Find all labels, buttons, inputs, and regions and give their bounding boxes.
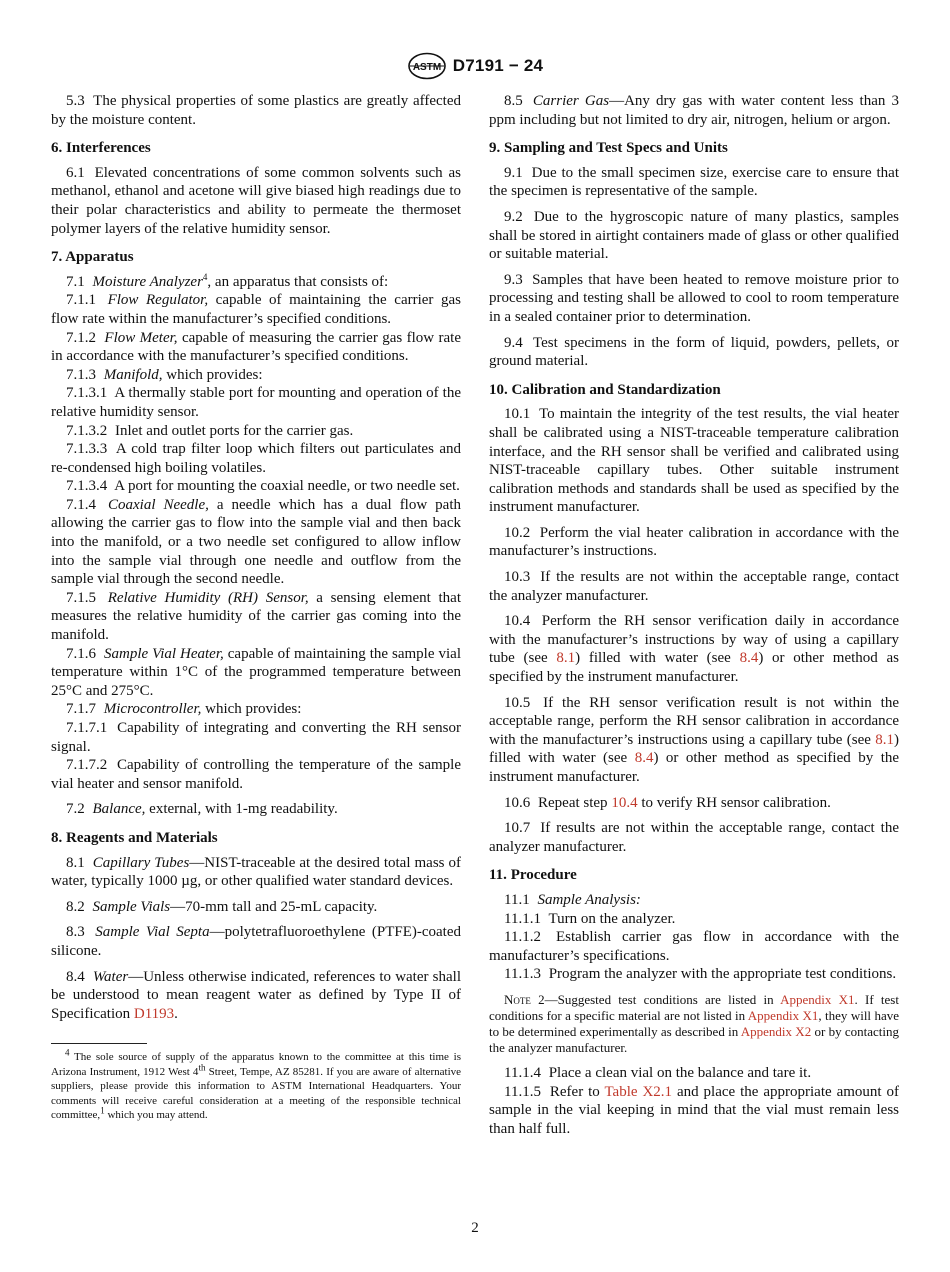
paragraph-10-4: 10.4 Perform the RH sensor verification daily in accordance with the manufacturer’s instructions by way of using a capillary tube (see 8.1) filled with water (see 8.4) or other method as specified by the instrument manufacturer. xyxy=(489,613,899,686)
paragraph-7-1-1: 7.1.1 Flow Regulator, capable of maintaining the carrier gas flow rate within the manufacturer’s specified conditions. xyxy=(51,292,461,327)
paragraph-7-1-3-1: 7.1.3.1 A thermally stable port for mounting and operation of the relative humidity sensor. xyxy=(51,385,461,420)
left-column xyxy=(51,92,461,1123)
section-heading-7: 7. Apparatus xyxy=(51,249,134,266)
paragraph-7-1-7-2: 7.1.7.2 Capability of controlling the temperature of the sample vial heater and sensor manifold. xyxy=(51,757,461,792)
link-8-1[interactable]: 8.1 xyxy=(556,650,576,667)
link-10-4[interactable]: 10.4 xyxy=(611,794,638,811)
paragraph-9-2: 9.2 Due to the hygroscopic nature of many plastics, samples shall be stored in airtight containers made of glass or other qualified or suitable material. xyxy=(489,208,900,263)
link-8-4[interactable]: 8.4 xyxy=(634,750,654,767)
paragraph-11-1-5: 11.1.5 Refer to Table X2.1 and place the appropriate amount of sample in the vial keeping in mind that the vial must remain less than half full. xyxy=(489,1083,899,1137)
note-2: Note 2—Suggested test conditions are listed in Appendix X1. If test conditions for a specific material are not listed in Appendix X1, they will have to be determined experimentally as described in Appendix X2 or by contacting the analyzer manufacturer. xyxy=(489,991,899,1055)
link-appendix-x2[interactable]: Appendix X2 xyxy=(740,1023,812,1039)
link-appendix-x1[interactable]: Appendix X1 xyxy=(780,991,855,1007)
link-d1193[interactable]: D1193 xyxy=(133,1005,175,1022)
paragraph-7-1-2: 7.1.2 Flow Meter, capable of measuring the carrier gas flow rate in accordance with the manufacturer’s specified conditions. xyxy=(51,329,461,365)
paragraph-7-1-3: 7.1.3 Manifold, which provides: xyxy=(66,366,263,383)
paragraph-11-1-4: 11.1.4 Place a clean vial on the balance and tare it. xyxy=(504,1064,812,1081)
paragraph-10-7: 10.7 If results are not within the acceptable range, contact the analyzer manufacturer. xyxy=(489,820,899,855)
section-heading-9: 9. Sampling and Test Specs and Units xyxy=(489,140,728,157)
paragraph-11-1-3: 11.1.3 Program the analyzer with the appropriate test conditions. xyxy=(504,966,897,983)
paragraph-9-4: 9.4 Test specimens in the form of liquid, powders, pellets, or ground material. xyxy=(489,334,899,370)
paragraph-8-4: 8.4 Water—Unless otherwise indicated, references to water shall be understood to mean reagent water as defined by Type II of Specification D1193. xyxy=(51,968,462,1022)
paragraph-5-3: 5.3 The physical properties of some plastics are greatly affected by the moisture content. xyxy=(51,93,461,128)
paragraph-7-1-3-2: 7.1.3.2 Inlet and outlet ports for the carrier gas. xyxy=(66,422,354,439)
paragraph-7-1-7-1: 7.1.7.1 Capability of integrating and converting the RH sensor signal. xyxy=(51,720,461,755)
paragraph-11-1: 11.1 Sample Analysis: xyxy=(504,891,641,908)
footnote-divider xyxy=(51,1043,147,1044)
paragraph-8-1: 8.1 Capillary Tubes—NIST-traceable at the desired total mass of water, typically 1000 µg, or other qualified water standard devices. xyxy=(51,854,462,890)
link-table-x2-1[interactable]: Table X2.1 xyxy=(604,1083,673,1100)
footnote-4: $^4$ The sole source of supply of the apparatus known to the committee at this time is Arizona Instrument, 1912 West 4th Street, Tempe, AZ 85281. If you are aware of alternative suppliers, please provide this information to ASTM International Headquarters. Your comments will receive careful consideration at a meeting of the responsible technical committee,$^1$ which you may attend. xyxy=(51,1047,462,1122)
paragraph-10-1: 10.1 To maintain the integrity of the test results, the vial heater shall be calibrated using a NIST-traceable temperature calibration interface, and the RH sensor shall be verified and calibrated using NIST-traceable capillary tubes. Other suitable instrument calibration methods and standards shall be used as specified by the instrument manufacturer. xyxy=(489,406,900,516)
section-heading-6: 6. Interferences xyxy=(51,140,151,157)
paragraph-7-2: 7.2 Balance, external, with 1-mg readability. xyxy=(66,801,338,818)
paragraph-8-5: 8.5 Carrier Gas—Any dry gas with water content less than 3 ppm including but not limited to dry air, nitrogen, helium or argon. xyxy=(489,93,900,128)
paragraph-10-2: 10.2 Perform the vial heater calibration in accordance with the manufacturer’s instructions. xyxy=(489,524,899,560)
paragraph-7-1-3-4: 7.1.3.4 A port for mounting the coaxial needle, or two needle set. xyxy=(66,478,460,495)
paragraph-9-3: 9.3 Samples that have been heated to remove moisture prior to processing and testing shall be allowed to cool to room temperature in a sealed container prior to determination. xyxy=(489,271,900,325)
paragraph-7-1: 7.1 Moisture Analyzer$^4$, an apparatus that consists of: xyxy=(66,271,389,290)
page-number: 2 xyxy=(471,1220,479,1236)
astm-logo-icon xyxy=(407,52,447,80)
paragraph-11-1-2: 11.1.2 Establish carrier gas flow in accordance with the manufacturer’s specifications. xyxy=(489,929,900,964)
paragraph-11-1-1: 11.1.1 Turn on the analyzer. xyxy=(504,910,676,927)
paragraph-10-5: 10.5 If the RH sensor verification result is not within the acceptable range, perform the RH sensor calibration in accordance with the manufacturer’s instructions using a capillary tube (see 8.1) filled with water (see 8.4) or other method as specified by the instrument manufacturer. xyxy=(489,694,900,785)
paragraph-7-1-7: 7.1.7 Microcontroller, which provides: xyxy=(66,701,302,718)
paragraph-9-1: 9.1 Due to the small specimen size, exercise care to ensure that the specimen is representative of the sample. xyxy=(489,164,900,200)
paragraph-10-6: 10.6 Repeat step 10.4 to verify RH sensor calibration. xyxy=(504,794,831,811)
paragraph-7-1-4: 7.1.4 Coaxial Needle, a needle which has a dual flow path allowing the carrier gas to flow into the sample vial and then back into the manifold, or a two needle set configured to allow inflow into the sample vial through one needle and outflow from the sample vial through the second needle. xyxy=(51,496,461,588)
document-code: D7191 − 24 xyxy=(452,56,544,75)
section-heading-11: 11. Procedure xyxy=(489,867,577,884)
page-header xyxy=(0,52,950,82)
paragraph-7-1-5: 7.1.5 Relative Humidity (RH) Sensor, a sensing element that measures the relative humidity of the carrier gas coming into the manifold. xyxy=(51,589,461,644)
section-heading-10: 10. Calibration and Standardization xyxy=(489,381,721,398)
paragraph-7-1-3-3: 7.1.3.3 A cold trap filter loop which filters out particulates and re-condensed high boiling volatiles. xyxy=(51,441,461,476)
paragraph-8-2: 8.2 Sample Vials—70-mm tall and 25-mL capacity. xyxy=(66,898,378,915)
paragraph-6-1: 6.1 Elevated concentrations of some common solvents such as methanol, ethanol and acetone will give biased high readings due to their polar characteristics and ability to permeate the thermoset polymer layers of the relative humidity sensor. xyxy=(51,164,461,237)
paragraph-7-1-6: 7.1.6 Sample Vial Heater, capable of maintaining the sample vial temperature within 1°C of the programmed temperature between 25°C and 275°C. xyxy=(51,645,461,699)
paragraph-10-3: 10.3 If the results are not within the acceptable range, contact the analyzer manufacturer. xyxy=(489,569,899,604)
link-8-4[interactable]: 8.4 xyxy=(739,650,759,667)
link-8-1[interactable]: 8.1 xyxy=(875,731,894,748)
link-appendix-x1[interactable]: Appendix X1 xyxy=(747,1007,819,1023)
paragraph-8-3: 8.3 Sample Vial Septa—polytetrafluoroethylene (PTFE)-coated silicone. xyxy=(51,924,461,959)
section-heading-8: 8. Reagents and Materials xyxy=(51,829,218,846)
svg-text:ASTM: ASTM xyxy=(412,62,441,73)
right-column xyxy=(489,92,899,1138)
